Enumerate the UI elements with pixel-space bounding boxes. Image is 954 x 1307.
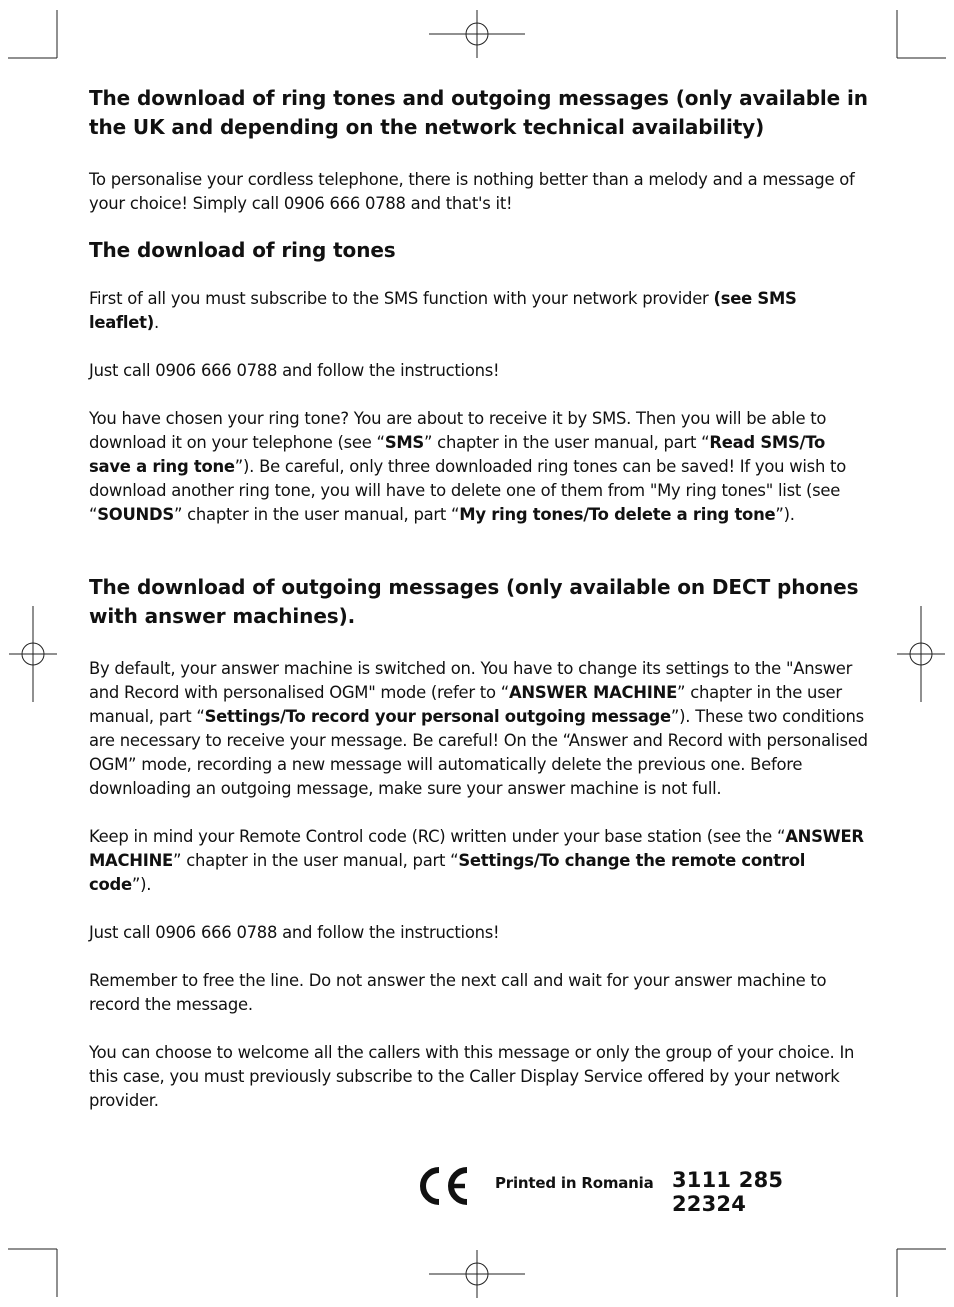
ringtones-paragraph-3: You have chosen your ring tone? You are about to receive it by SMS. Then you will be able to download it on your telephone (see “SMS” chapter in the user manual, part “Read SMS/To save a ring tone”). Be careful, only three downloaded ring tones can be saved! If you wish to download another ring tone, you will have to delete one of them from "My ring tones" list (see “SOUNDS” chapter in the user manual, part “My ring tones/To delete a ring tone”).: [89, 409, 847, 524]
footer: [417, 1166, 857, 1216]
ce-mark-icon: [417, 1166, 471, 1206]
messages-paragraph-5: You can choose to welcome all the callers with this message or only the group of your choice. In this case, you must previously subscribe to the Caller Display Service offered by your network provider.: [89, 1043, 855, 1110]
messages-paragraph-2: Keep in mind your Remote Control code (RC) written under your base station (see the “ANSWER MACHINE” chapter in the user manual, part “Settings/To change the remote control code”).: [89, 827, 864, 894]
document-code: 3111 285 22324: [672, 1168, 784, 1216]
intro-paragraph: To personalise your cordless telephone, there is nothing better than a melody and a message of your choice! Simply call 0906 666 0788 and that's it!: [89, 170, 855, 213]
ringtones-paragraph-2: Just call 0906 666 0788 and follow the instructions!: [89, 361, 500, 380]
ringtones-heading: The download of ring tones: [89, 238, 396, 262]
messages-paragraph-3: Just call 0906 666 0788 and follow the instructions!: [89, 923, 500, 942]
messages-paragraph-4: Remember to free the line. Do not answer the next call and wait for your answer machine to record the message.: [89, 971, 827, 1014]
messages-heading: The download of outgoing messages (only available on DECT phones with answer machines).: [89, 575, 859, 628]
messages-paragraph-1: By default, your answer machine is switched on. You have to change its settings to the "Answer and Record with personalised OGM" mode (refer to “ANSWER MACHINE” chapter in the user manual, part “Settings/To record your personal outgoing message”). These two conditions are necessary to receive your message. Be careful! On the “Answer and Record with personalised OGM” mode, recording a new message will automatically delete the previous one. Before downloading an outgoing message, make sure your answer machine is not full.: [89, 659, 868, 798]
main-heading: The download of ring tones and outgoing messages (only available in the UK and depending on the network technical availability): [89, 86, 868, 139]
ringtones-paragraph-1: First of all you must subscribe to the SMS function with your network provider (see SMS leaflet).: [89, 289, 797, 332]
document-body: [89, 84, 869, 1113]
printed-in-label: Printed in Romania: [495, 1174, 654, 1192]
